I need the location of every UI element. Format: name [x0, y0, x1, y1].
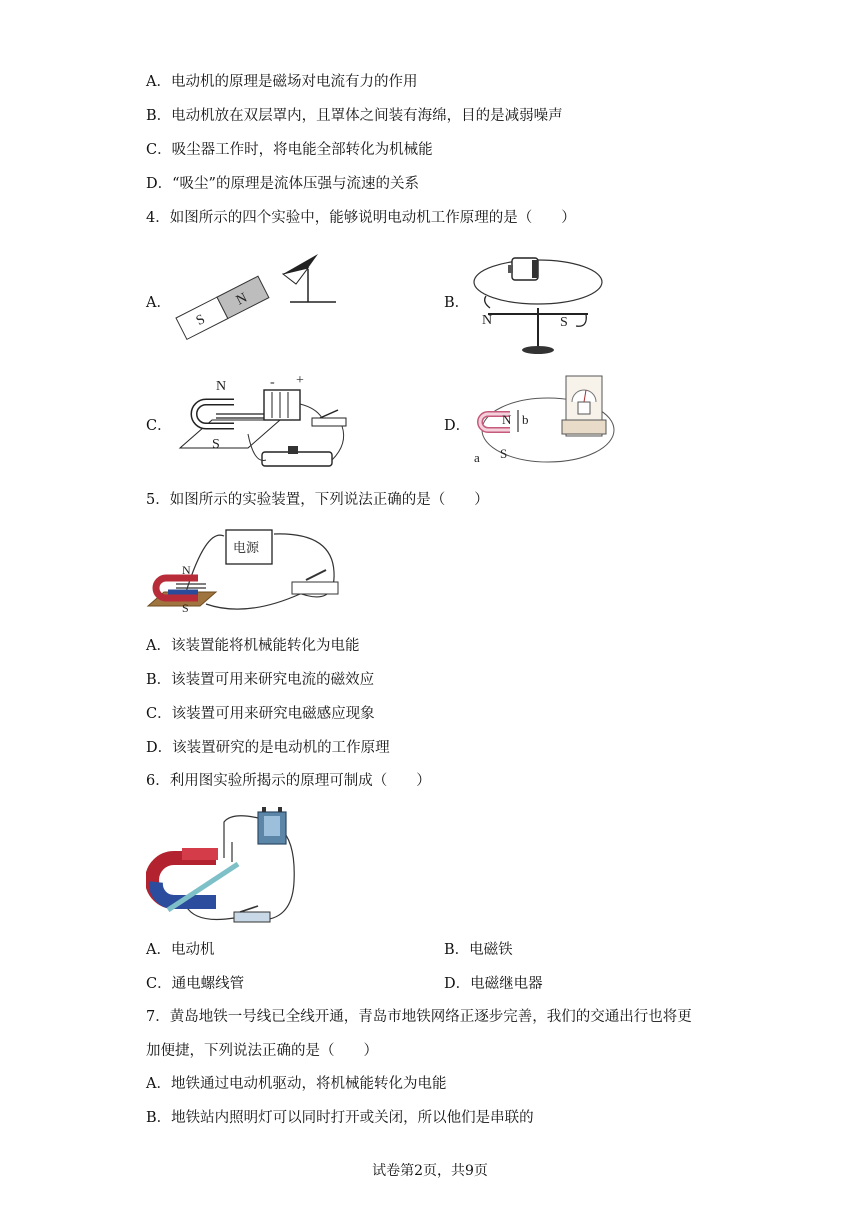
page-footer: 试卷第2页，共9页 — [372, 1163, 488, 1179]
q4-stem: 4．如图所示的四个实验中，能够说明电动机工作原理的是（ ） — [146, 210, 576, 226]
cell-cap — [508, 265, 513, 273]
battery-box — [264, 390, 300, 420]
stand-base — [522, 346, 554, 354]
battery-label-area — [264, 816, 280, 836]
pole-n-label: N — [182, 563, 191, 577]
wire-c — [332, 426, 344, 460]
q6-figure — [146, 802, 302, 928]
rheostat-slider — [288, 446, 298, 454]
q4-label-c: C． — [146, 418, 172, 434]
q6-option-a: A．电动机 — [146, 942, 215, 958]
q5-option-c: C．该装置可用来研究电磁感应现象 — [146, 706, 375, 722]
pole-n-label: N — [502, 412, 512, 427]
q5-option-d: D．该装置研究的是电动机的工作原理 — [146, 740, 390, 756]
q4-figure-b — [468, 244, 608, 358]
q4-figure-c — [176, 374, 356, 476]
pole-s-label: S — [500, 446, 508, 461]
q6-option-d: D．电磁继电器 — [444, 976, 543, 992]
switch-lever — [306, 570, 326, 580]
wire-bottom — [206, 594, 300, 609]
magnet-top-face — [182, 848, 218, 860]
q6-option-c: C．通电螺线管 — [146, 976, 245, 992]
galvanometer-window — [578, 402, 590, 414]
switch-base — [312, 418, 346, 426]
q4-label-d: D． — [444, 418, 471, 434]
battery-terminal-1 — [262, 807, 266, 812]
q3-option-c: C．吸尘器工作时，将电能全部转化为机械能 — [146, 142, 433, 158]
q5-stem: 5．如图所示的实验装置，下列说法正确的是（ ） — [146, 492, 489, 508]
plus-label: + — [296, 374, 304, 388]
q3-option-b: B．电动机放在双层罩内，且罩体之间装有海绵，目的是减弱噪声 — [146, 108, 563, 124]
needle-n-label: N — [482, 313, 493, 328]
q6-stem: 6．利用图实验所揭示的原理可制成（ ） — [146, 773, 431, 789]
galvanometer-base — [562, 420, 606, 434]
cell-terminal — [532, 260, 538, 278]
magnet-s-label: S — [193, 312, 208, 329]
wire-b — [300, 404, 322, 418]
minus-label: - — [270, 375, 275, 390]
q3-option-d: D．“吸尘”的原理是流体压强与流速的关系 — [146, 176, 419, 192]
q5-figure — [146, 522, 346, 618]
q7-stem-line-2: 加便捷，下列说法正确的是（ ） — [146, 1043, 378, 1059]
q4-figure-d — [470, 372, 618, 470]
power-supply-label: 电源 — [233, 540, 260, 555]
q5-option-b: B．该装置可用来研究电流的磁效应 — [146, 672, 375, 688]
pole-n-label: N — [216, 379, 227, 394]
q5-option-a: A．该装置能将机械能转化为电能 — [146, 638, 360, 654]
q4-figure-a — [168, 244, 348, 356]
rotation-arrow-left — [485, 296, 490, 308]
end-b-label: b — [522, 412, 529, 427]
q7-option-a: A．地铁通过电动机驱动，将机械能转化为电能 — [146, 1076, 447, 1092]
end-a-label: a — [474, 450, 480, 465]
q6-option-b: B．电磁铁 — [444, 942, 513, 958]
magnet-n-label: N — [233, 290, 250, 309]
q7-option-b: B．地铁站内照明灯可以同时打开或关闭，所以他们是串联的 — [146, 1110, 534, 1126]
rheostat-body — [262, 452, 332, 466]
needle-s-label: S — [560, 315, 568, 330]
switch-lever — [320, 410, 338, 418]
wire-to-battery — [224, 816, 258, 858]
q4-label-a: A． — [146, 295, 171, 311]
q3-option-a: A．电动机的原理是磁场对电流有力的作用 — [146, 74, 418, 90]
switch-base — [234, 912, 270, 922]
pole-s-label: S — [212, 437, 220, 452]
pole-s-label: S — [182, 601, 189, 615]
q7-stem-line-1: 7．黄岛地铁一号线已全线开通，青岛市地铁网络正逐步完善，我们的交通出行也将更 — [146, 1009, 692, 1025]
switch-lever — [240, 906, 258, 912]
battery-terminal-2 — [278, 807, 282, 812]
rotation-arrow-right — [576, 314, 586, 326]
q4-label-b: B． — [444, 295, 470, 311]
switch-base — [292, 582, 338, 594]
